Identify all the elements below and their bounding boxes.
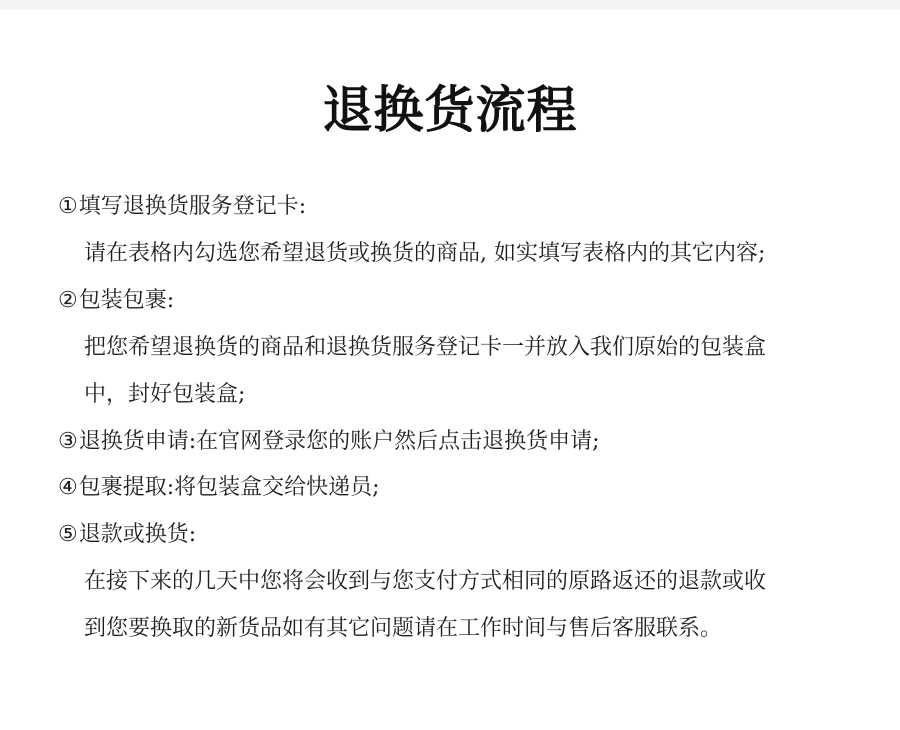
step-4-heading <box>58 473 380 503</box>
step-1-detail-1: 请在表格内勾选您希望退货或换货的商品, 如实填写表格内的其它内容; <box>84 241 766 266</box>
step-5-detail-1: 在接下来的几天中您将会收到与您支付方式相同的原路返还的退款或收 <box>84 569 767 594</box>
step-1-heading <box>58 192 306 222</box>
step-1-number: ① <box>58 194 78 219</box>
step-2-heading <box>58 286 174 316</box>
step-5-heading-text: 退款或换货: <box>78 522 197 547</box>
step-5-detail-2: 到您要换取的新货品如有其它问题请在工作时间与售后客服联系。 <box>84 616 723 641</box>
step-2-heading-text: 包装包裹: <box>78 288 175 313</box>
step-3-heading-text: 退换货申请:在官网登录您的账户然后点击退换货申请; <box>78 429 600 454</box>
step-3-heading <box>58 427 600 457</box>
step-1-heading-text: 填写退换货服务登记卡: <box>78 194 307 219</box>
step-3-number: ③ <box>58 429 78 454</box>
step-2-number: ② <box>58 288 78 313</box>
top-strip <box>0 0 900 10</box>
step-2-detail-2: 中，封好包装盒; <box>84 382 246 407</box>
step-4-number: ④ <box>58 475 78 500</box>
step-2-detail-1: 把您希望退换货的商品和退换货服务登记卡一并放入我们原始的包装盒 <box>84 335 767 360</box>
step-5-heading <box>58 520 196 550</box>
page-title: 退换货流程 <box>322 81 578 139</box>
step-4-heading-text: 包裹提取:将包装盒交给快递员; <box>78 475 380 500</box>
step-5-number: ⑤ <box>58 522 78 547</box>
